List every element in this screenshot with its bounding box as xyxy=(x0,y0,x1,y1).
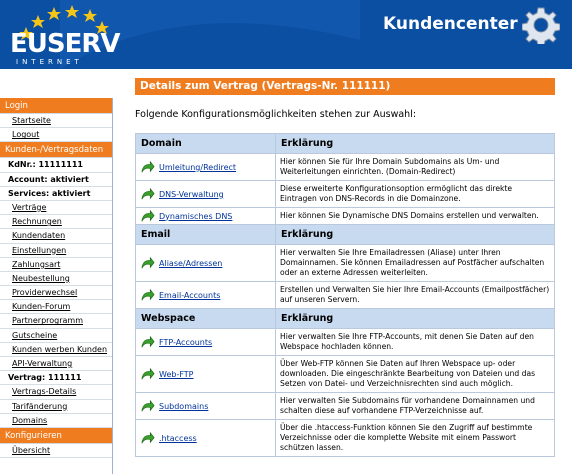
table-row xyxy=(136,420,555,457)
table-row xyxy=(136,181,555,208)
gear-icon xyxy=(522,6,560,44)
table-row xyxy=(136,208,555,225)
sidebar-item-kdnr-11111111: KdNr.: 11111111 xyxy=(0,158,112,172)
option-cell xyxy=(136,282,276,309)
option-description: Über Web-FTP können Sie Daten auf Ihren Webspace up- oder downloaden. Die eingeschränkte Bearbeitung von Dateien und das Setzen von Datei- und Verzeichnisrechten sind auch möglich. xyxy=(276,356,555,393)
sidebar-item-vertrags-details[interactable]: Vertrags-Details xyxy=(0,385,112,399)
euserv-logo[interactable] xyxy=(4,3,122,67)
green-arrow-icon[interactable] xyxy=(140,288,155,303)
sidebar-item-startseite[interactable]: Startseite xyxy=(0,114,112,128)
table-group-header xyxy=(136,225,555,245)
sidebar-item-zahlungsart[interactable]: Zahlungsart xyxy=(0,258,112,272)
sidebar-item-logout[interactable]: Logout xyxy=(0,128,112,142)
group-col-explanation: Erklärung xyxy=(276,225,555,245)
table-group-header xyxy=(136,309,555,329)
option-cell xyxy=(136,154,276,181)
main-content xyxy=(135,78,555,457)
option-description: Erstellen und Verwalten Sie hier Ihre Email-Accounts (Emailpostfächer) auf unseren Servern. xyxy=(276,282,555,309)
sidebar-item-gutscheine[interactable]: Gutscheine xyxy=(0,329,112,343)
table-row xyxy=(136,393,555,420)
option-cell xyxy=(136,245,276,282)
option-description: Hier können Sie für Ihre Domain Subdomains als Um- und Weiterleitungen einrichten. (Domain-Redirect) xyxy=(276,154,555,181)
option-link[interactable]: Dynamisches DNS xyxy=(159,211,233,221)
group-name: Webspace xyxy=(136,309,276,329)
table-row xyxy=(136,245,555,282)
green-arrow-icon[interactable] xyxy=(140,399,155,414)
option-description: Über die .htaccess-Funktion können Sie den Zugriff auf bestimmte Verzeichnisse oder die komplette Website mit einem Passwort schützen lassen. xyxy=(276,420,555,457)
option-cell xyxy=(136,208,276,225)
sidebar-item-partnerprogramm[interactable]: Partnerprogramm xyxy=(0,314,112,328)
page-title: Details zum Vertrag (Vertrags-Nr. 111111) xyxy=(135,78,555,95)
option-description: Hier verwalten Sie Subdomains für vorhandene Domainnamen und schalten diese auf vorhandene FTP-Verzeichnisse auf. xyxy=(276,393,555,420)
sidebar-item-providerwechsel[interactable]: Providerwechsel xyxy=(0,286,112,300)
green-arrow-icon[interactable] xyxy=(140,367,155,382)
sidebar-item-verträge[interactable]: Verträge xyxy=(0,201,112,215)
option-link[interactable]: Subdomains xyxy=(159,401,209,411)
sidebar-item-account-aktiviert: Account: aktiviert xyxy=(0,173,112,187)
option-cell xyxy=(136,181,276,208)
sidebar-item-übersicht[interactable]: Übersicht xyxy=(0,444,112,458)
sidebar-section-kunden-vertragsdaten: Kunden-/Vertragsdaten xyxy=(0,142,112,158)
sidebar-item-tarifänderung[interactable]: Tarifänderung xyxy=(0,400,112,414)
sidebar-item-rechnungen[interactable]: Rechnungen xyxy=(0,215,112,229)
group-col-explanation: Erklärung xyxy=(276,134,555,154)
config-table xyxy=(135,133,555,457)
option-cell xyxy=(136,420,276,457)
green-arrow-icon[interactable] xyxy=(140,431,155,446)
group-name: Email xyxy=(136,225,276,245)
group-name: Domain xyxy=(136,134,276,154)
option-link[interactable]: .htaccess xyxy=(159,433,197,443)
sidebar-item-domains[interactable]: Domains xyxy=(0,414,112,428)
option-description: Hier verwalten Sie Ihre FTP-Accounts, mit denen Sie Daten auf den Webspace hochladen können. xyxy=(276,329,555,356)
sidebar-item-vertrag-111111: Vertrag: 111111 xyxy=(0,371,112,385)
table-row xyxy=(136,329,555,356)
sidebar xyxy=(0,98,113,474)
sidebar-section-login: Login xyxy=(0,98,112,114)
green-arrow-icon[interactable] xyxy=(140,335,155,350)
sidebar-item-kunden-forum[interactable]: Kunden-Forum xyxy=(0,300,112,314)
option-link[interactable]: Email-Accounts xyxy=(159,290,221,300)
logo-brand-text: EUSERV xyxy=(10,29,120,59)
sidebar-item-einstellungen[interactable]: Einstellungen xyxy=(0,244,112,258)
green-arrow-icon[interactable] xyxy=(140,187,155,202)
sidebar-item-kundendaten[interactable]: Kundendaten xyxy=(0,229,112,243)
table-row xyxy=(136,154,555,181)
header xyxy=(0,0,572,69)
sidebar-item-kunden-werben-kunden[interactable]: Kunden werben Kunden xyxy=(0,343,112,357)
green-arrow-icon[interactable] xyxy=(140,160,155,175)
logo-sub-text: INTERNET xyxy=(16,58,83,66)
option-link[interactable]: Web-FTP xyxy=(159,369,194,379)
green-arrow-icon[interactable] xyxy=(140,256,155,271)
option-link[interactable]: Aliase/Adressen xyxy=(159,258,223,268)
sidebar-item-services-aktiviert: Services: aktiviert xyxy=(0,187,112,201)
option-link[interactable]: FTP-Accounts xyxy=(159,337,213,347)
green-arrow-icon[interactable] xyxy=(140,209,155,224)
option-cell xyxy=(136,356,276,393)
option-description: Hier können Sie Dynamische DNS Domains erstellen und verwalten. xyxy=(276,208,555,225)
group-col-explanation: Erklärung xyxy=(276,309,555,329)
table-row xyxy=(136,356,555,393)
option-description: Diese erweiterte Konfigurationsoption ermöglicht das direkte Eintragen von DNS-Records in die Domainzone. xyxy=(276,181,555,208)
header-title: Kundencenter xyxy=(383,14,518,34)
option-cell xyxy=(136,329,276,356)
option-cell xyxy=(136,393,276,420)
sidebar-item-neubestellung[interactable]: Neubestellung xyxy=(0,272,112,286)
intro-text: Folgende Konfigurationsmöglichkeiten stehen zur Auswahl: xyxy=(135,109,417,120)
option-link[interactable]: DNS-Verwaltung xyxy=(159,189,224,199)
sidebar-item-api-verwaltung[interactable]: API-Verwaltung xyxy=(0,357,112,371)
option-link[interactable]: Umleitung/Redirect xyxy=(159,162,237,172)
table-row xyxy=(136,282,555,309)
table-group-header xyxy=(136,134,555,154)
sidebar-section-konfigurieren: Konfigurieren xyxy=(0,428,112,444)
option-description: Hier verwalten Sie Ihre Emailadressen (Aliase) unter Ihren Domainnamen. Sie können Emailadressen auf Postfächer aufschalten oder an externe Adressen weiterleiten. xyxy=(276,245,555,282)
